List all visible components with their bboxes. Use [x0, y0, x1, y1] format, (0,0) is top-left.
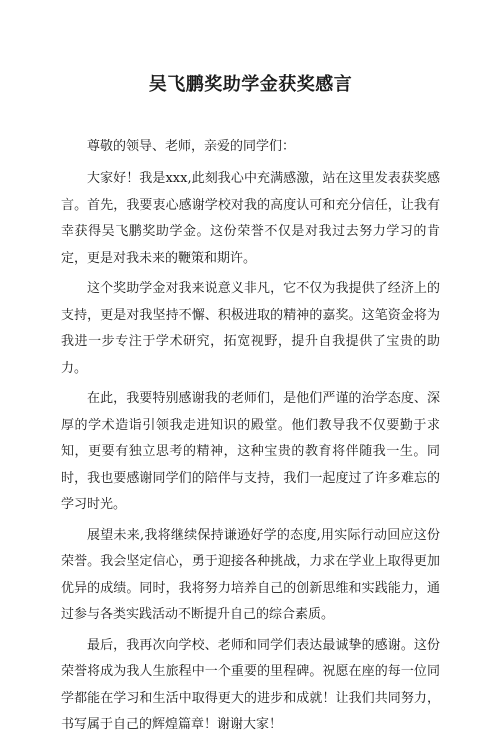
paragraph-outlook: 展望未来,我将继续保持谦逊好学的态度,用实际行动回应这份荣誉。我会坚定信心，勇于迎接各种挑战，力求在学业上取得更加优异的成绩。同时，我将努力培养自己的创新思维和实践能力，通过参与各类实践活动不断提升自己的综合素质。	[61, 527, 440, 622]
document-title: 吴飞鹏奖助学金获奖感言	[148, 74, 353, 95]
paragraph-significance: 这个奖助学金对我来说意义非凡，它不仅为我提供了经济上的支持，更是对我坚持不懈、积极进取的精神的嘉奖。这笔资金将为我进一步专注于学术研究，拓宽视野，提升自我提供了宝贵的助力。	[61, 281, 440, 376]
paragraph-closing: 最后，我再次向学校、老师和同学们表达最诚挚的感谢。这份荣誉将成为我人生旅程中一个重要的里程碑。祝愿在座的每一位同学都能在学习和生活中取得更大的进步和成就！让我们共同努力，书写属于自己的辉煌篇章！谢谢大家！	[61, 637, 440, 732]
salutation: 尊敬的领导、老师，亲爱的同学们：	[87, 139, 296, 154]
paragraph-greeting: 大家好！我是xxx,此刻我心中充满感激，站在这里发表获奖感言。首先，我要衷心感谢学校对我的高度认可和充分信任，让我有幸获得吴飞鹏奖助学金。这份荣誉不仅是对我过去努力学习的肯定，更是对我未来的鞭策和期许。	[61, 171, 440, 266]
paragraph-thanks-teachers: 在此，我要特别感谢我的老师们，是他们严谨的治学态度、深厚的学术造诣引领我走进知识的殿堂。他们教导我不仅要勤于求知，更要有独立思考的精神，这种宝贵的教育将伴随我一生。同时，我也要感谢同学们的陪伴与支持，我们一起度过了许多难忘的学习时光。	[61, 391, 440, 512]
